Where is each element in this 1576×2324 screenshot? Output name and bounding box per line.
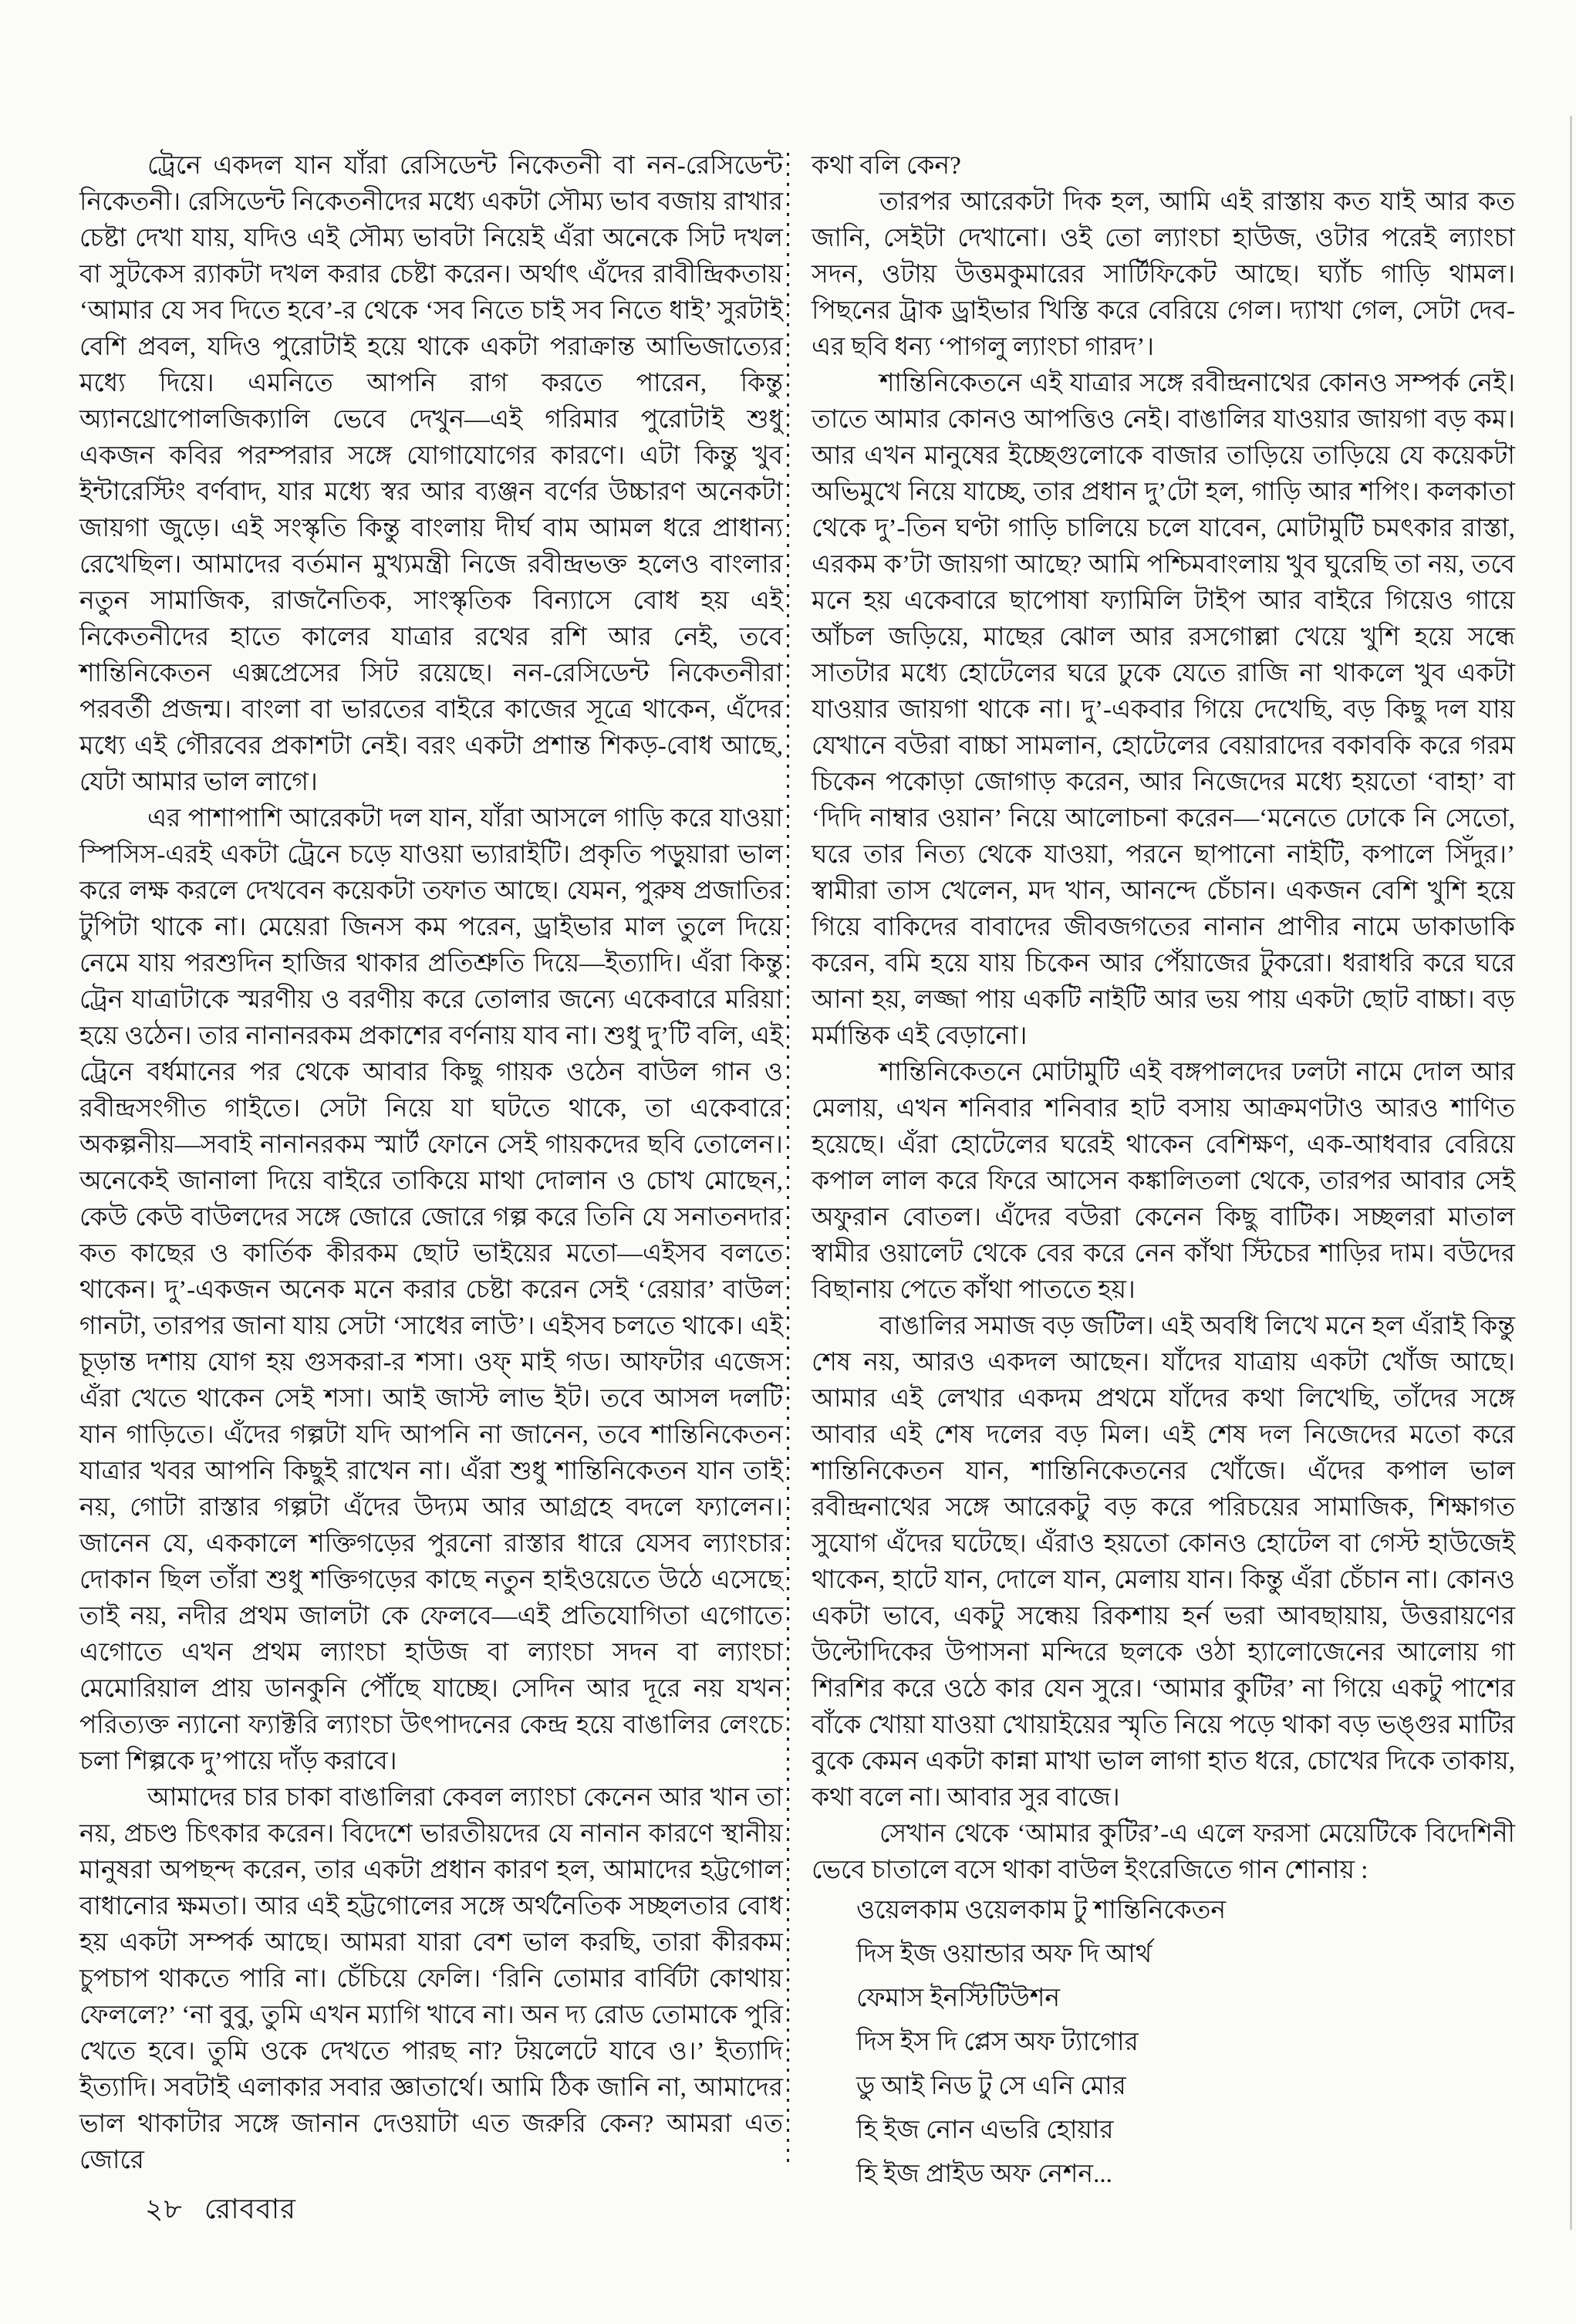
song-line: দিস ইজ ওয়ান্ডার অফ দি আর্থ bbox=[856, 1941, 1152, 1968]
article-paragraph: শান্তিনিকেতনে এই যাত্রার সঙ্গে রবীন্দ্রনাথের কোনও সম্পর্ক নেই। তাতে আমার কোনও আপত্তিও নেই। বাঙালির যাওয়ার জায়গা বড় কম। আর এখন মানুষের ইচ্ছেগুলোকে বাজার তাড়িয়ে তাড়িয়ে যে কয়েকটা অভিমুখে নিয়ে যাচ্ছে, তার প্রধান দু’টো হল, গাড়ি আর শপিং। কলকাতা থেকে দু’-তিন ঘণ্টা গাড়ি চালিয়ে চলে যাবেন, মোটামুটি চমৎকার রাস্তা, এরকম ক’টা জায়গা আছে? আমি পশ্চিমবাংলায় খুব ঘুরেছি তা নয়, তবে মনে হয় একেবারে ছাপোষা ফ্যামিলি টাইপ আর বাইরে গিয়েও গায়ে আঁচল জড়িয়ে, মাছের ঝোল আর রসগোল্লা খেয়ে খুশি হয়ে সন্ধে সাতটার মধ্যে হোটেলের ঘরে ঢুকে যেতে রাজি না থাকলে খুব একটা যাওয়ার জায়গা থাকে না। দু’-একবার গিয়ে দেখেছি, বড় কিছু দল যায় যেখানে বউরা বাচ্চা সামলান, হোটেলের বেয়ারাদের বকাবকি করে গরম চিকেন পকোড়া জোগাড় করেন, আর নিজেদের মধ্যে হয়তো ‘বাহা’ বা ‘দিদি নাম্বার ওয়ান’ নিয়ে আলোচনা করেন—‘মনেতে ঢোকে নি সেতো, ঘরে তার নিত্য থেকে যাওয়া, পরনে ছাপানো নাইটি, কপালে সিঁদুর।’ স্বামীরা তাস খেলেন, মদ খান, আনন্দে চেঁচান। একজন বেশি খুশি হয়ে গিয়ে বাকিদের বাবাদের জীবজগতের নানান প্রাণীর নামে ডাকাডাকি করেন, বমি হয়ে যায় চিকেন আর পেঁয়াজের টুকরো। ধরাধরি করে ঘরে আনা হয়, লজ্জা পায় একটি নাইটি আর ভয় পায় একটা ছোট বাচ্চা। বড় মর্মান্তিক এই বেড়ানো। bbox=[812, 370, 1515, 1050]
song-line: ডু আই নিড টু সে এনি মোর bbox=[856, 2072, 1126, 2100]
article-paragraph: এর পাশাপাশি আরেকটা দল যান, যাঁরা আসলে গাড়ি করে যাওয়া স্পিসিস-এরই একটা ট্রেনে চড়ে যাওয়া ভ্যারাইটি। প্রকৃতি পড়ুয়ারা ভাল করে লক্ষ করলে দেখবেন কয়েকটা তফাত আছে। যেমন, পুরুষ প্রজাতির টুপিটা থাকে না। মেয়েরা জিনস কম পরেন, ড্রাইভার মাল তুলে দিয়ে নেমে যায় পরশুদিন হাজির থাকার প্রতিশ্রুতি দিয়ে—ইত্যাদি। এঁরা কিন্তু ট্রেন যাত্রাটাকে স্মরণীয় ও বরণীয় করে তোলার জন্যে একেবারে মরিয়া হয়ে ওঠেন। তার নানানরকম প্রকাশের বর্ণনায় যাব না। শুধু দু’টি বলি, এই ট্রেনে বর্ধমানের পর থেকে আবার কিছু গায়ক ওঠেন বাউল গান ও রবীন্দ্রসংগীত গাইতে। সেটা নিয়ে যা ঘটতে থাকে, তা একেবারে অকল্পনীয়—সবাই নানানরকম স্মার্ট ফোনে সেই গায়কদের ছবি তোলেন। অনেকেই জানালা দিয়ে বাইরে তাকিয়ে মাথা দোলান ও চোখ মোছেন, কেউ কেউ বাউলদের সঙ্গে জোরে জোরে গল্প করে তিনি যে সনাতনদার কত কাছের ও কার্তিক কীরকম ছোট ভাইয়ের মতো—এইসব বলতে থাকেন। দু’-একজন অনেক মনে করার চেষ্টা করেন সেই ‘রেয়ার’ বাউল গানটা, তারপর জানা যায় সেটা ‘সাধের লাউ’। এইসব চলতে থাকে। এই চূড়ান্ত দশায় যোগ হয় গুসকরা-র শসা। ওফ্ মাই গড। আফটার এজেস এঁরা খেতে থাকেন সেই শসা। আই জাস্ট লাভ ইট। তবে আসল দলটি যান গাড়িতে। এঁদের গল্পটা যদি আপনি না জানেন, তবে শান্তিনিকেতন যাত্রার খবর আপনি কিছুই রাখেন না। এঁরা শুধু শান্তিনিকেতন যান তাই নয়, গোটা রাস্তার গল্পটা এঁদের উদ্যম আর আগ্রহে বদলে ফ্যালেন। জানেন যে, এককালে শক্তিগড়ের পুরনো রাস্তার ধারে যেসব ল্যাংচার দোকান ছিল তাঁরা শুধু শক্তিগড়ের কাছে নতুন হাইওয়েতে উঠে এসেছে তাই নয়, নদীর প্রথম জালটা কে ফেলবে—এই প্রতিযোগিতা এগোতে এগোতে এখন প্রথম ল্যাংচা হাউজ বা ল্যাংচা সদন বা ল্যাংচা মেমোরিয়াল প্রায় ডানকুনি পৌঁছে যাচ্ছে। সেদিন আর দূরে নয় যখন পরিত্যক্ত ন্যানো ফ্যাক্টরি ল্যাংচা উৎপাদনের কেন্দ্র হয়ে বাঙালির লেংচে চলা শিল্পকে দু’পায়ে দাঁড় করাবে। bbox=[79, 805, 784, 1775]
article-paragraph: শান্তিনিকেতনে মোটামুটি এই বঙ্গপালদের ঢলটা নামে দোল আর মেলায়, এখন শনিবার শনিবার হাট বসায় আক্রমণটাও আরও শাণিত হয়েছে। এঁরা হোটেলের ঘরেই থাকেন বেশিক্ষণ, এক-আধবার বেরিয়ে কপাল লাল করে ফিরে আসেন কঙ্কালিতলা থেকে, তারপর আবার সেই অফুরান বোতল। এঁদের বউরা কেনেন কিছু বাটিক। সচ্ছলরা মাতাল স্বামীর ওয়ালেট থেকে বের করে নেন কাঁথা স্টিচের শাড়ির দাম। বউদের বিছানায় পেতে কাঁথা পাততে হয়। bbox=[812, 1059, 1515, 1304]
scan-edge-artifact bbox=[1570, 116, 1572, 2230]
song-line: হি ইজ প্রাইড অফ নেশন... bbox=[856, 2160, 1112, 2188]
article-paragraph-continuation: কথা বলি কেন? bbox=[812, 152, 961, 180]
article-paragraph: সেখান থেকে ‘আমার কুটির’-এ এলে ফরসা মেয়েটিকে বিদেশিনী ভেবে চাতালে বসে থাকা বাউল ইংরেজিতে গান শোনায় : bbox=[812, 1820, 1515, 1884]
page-footer bbox=[145, 2188, 296, 2234]
song-line: ফেমাস ইনস্টিটিউশন bbox=[856, 1985, 1061, 2012]
song-line: দিস ইস দি প্লেস অফ ট্যাগোর bbox=[856, 2028, 1139, 2056]
article-paragraph: তারপর আরেকটা দিক হল, আমি এই রাস্তায় কত যাই আর কত জানি, সেইটা দেখানো। ওই তো ল্যাংচা হাউজ, ওটার পরেই ল্যাংচা সদন, ওটায় উত্তমকুমারের সার্টিফিকেট আছে। ঘ্যাঁচ গাড়ি থামল। পিছনের ট্রাক ড্রাইভার খিস্তি করে বেরিয়ে গেল। দ্যাখা গেল, সেটা দেব-এর ছবি ধন্য ‘পাগলু ল্যাংচা গারদ’। bbox=[812, 188, 1515, 361]
article-paragraph: বাঙালির সমাজ বড় জটিল। এই অবধি লিখে মনে হল এঁরাই কিন্তু শেষ নয়, আরও একদল আছেন। যাঁদের যাত্রায় একটা খোঁজ আছে। আমার এই লেখার একদম প্রথমে যাঁদের কথা লিখেছি, তাঁদের সঙ্গে আবার এই শেষ দলের বড় মিল। এই শেষ দল নিজেদের মতো করে শান্তিনিকেতন যান, শান্তিনিকেতনের খোঁজে। এঁদের কপাল ভাল রবীন্দ্রনাথের সঙ্গে আরেকটু বড় করে পরিচয়ের সামাজিক, শিক্ষাগত সুযোগ এঁদের ঘটেছে। এঁরাও হয়তো কোনও হোটেল বা গেস্ট হাউজেই থাকেন, হাটে যান, দোলে যান, মেলায় যান। কিন্তু এঁরা চেঁচান না। কোনও একটা ভাবে, একটু সন্ধেয় রিকশায় হর্ন ভরা আবছায়ায়, উত্তরায়ণের উল্টোদিকের উপাসনা মন্দিরে ছলকে ওঠা হ্যালোজেনের আলোয় গা শিরশির করে ওঠে কার যেন সুরে। ‘আমার কুটির’ না গিয়ে একটু পাশের বাঁকে খোয়া যাওয়া খোয়াইয়ের স্মৃতি নিয়ে পড়ে থাকা বড় ভঙ্গুর মাটির বুকে কেমন একটা কান্না মাখা ভাল লাগা হাত ধরে, চোখের দিকে তাকায়, কথা বলে না। আবার সুর বাজে। bbox=[812, 1312, 1515, 1812]
left-column bbox=[79, 148, 783, 2179]
page-number: ২৮ bbox=[145, 2194, 183, 2224]
baul-song-verse bbox=[812, 1889, 1515, 2197]
right-column bbox=[812, 148, 1515, 2197]
article-paragraph: ট্রেনে একদল যান যাঁরা রেসিডেন্ট নিকেতনী বা নন-রেসিডেন্ট নিকেতনী। রেসিডেন্ট নিকেতনীদের মধ্যে একটা সৌম্য ভাব বজায় রাখার চেষ্টা দেখা যায়, যদিও এই সৌম্য ভাবটা নিয়েই এঁরা অনেকে সিট দখল বা সুটকেস র‍্যাকটা দখল করার চেষ্টা করেন। অর্থাৎ এঁদের রাবীন্দ্রিকতায় ‘আমার যে সব দিতে হবে’-র থেকে ‘সব নিতে চাই সব নিতে ধাই’ সুরটাই বেশি প্রবল, যদিও পুরোটাই হয়ে থাকে একটা পরাক্রান্ত আভিজাত্যের মধ্যে দিয়ে। এমনিতে আপনি রাগ করতে পারেন, কিন্তু অ্যানথ্রোপোলজিক্যালি ভেবে দেখুন—এই গরিমার পুরোটাই শুধু একজন কবির পরম্পরার সঙ্গে যোগাযোগের কারণে। এটা কিন্তু খুব ইন্টারেস্টিং বর্ণবাদ, যার মধ্যে স্বর আর ব্যঞ্জন বর্ণের উচ্চারণ অনেকটা জায়গা জুড়ে। এই সংস্কৃতি কিন্তু বাংলায় দীর্ঘ বাম আমল ধরে প্রাধান্য রেখেছিল। আমাদের বর্তমান মুখ্যমন্ত্রী নিজে রবীন্দ্রভক্ত হলেও বাংলার নতুন সামাজিক, রাজনৈতিক, সাংস্কৃতিক বিন্যাসে বোধ হয় এই নিকেতনীদের হাতে কালের যাত্রার রথের রশি আর নেই, তবে শান্তিনিকেতন এক্সপ্রেসের সিট রয়েছে। নন-রেসিডেন্ট নিকেতনীরা পরবর্তী প্রজন্ম। বাংলা বা ভারতের বাইরে কাজের সূত্রে থাকেন, এঁদের মধ্যে এই গৌরবের প্রকাশটা নেই। বরং একটা প্রশান্ত শিকড়-বোধ আছে, যেটা আমার ভাল লাগে। bbox=[79, 152, 783, 796]
song-line: ওয়েলকাম ওয়েলকাম টু শান্তিনিকেতন bbox=[856, 1897, 1227, 1924]
song-line: হি ইজ নোন এভরি হোয়ার bbox=[856, 2116, 1114, 2144]
magazine-title: রোববার bbox=[204, 2194, 296, 2224]
column-divider-dotted bbox=[787, 153, 789, 2167]
article-paragraph: আমাদের চার চাকা বাঙালিরা কেবল ল্যাংচা কেনেন আর খান তা নয়, প্রচণ্ড চিৎকার করেন। বিদেশে ভারতীয়দের যে নানান কারণে স্থানীয় মানুষরা অপছন্দ করেন, তার একটা প্রধান কারণ হল, আমাদের হট্টগোল বাধানোর ক্ষমতা। আর এই হট্টগোলের সঙ্গে অর্থনৈতিক সচ্ছলতার বোধ হয় একটা সম্পর্ক আছে। আমরা যারা বেশ ভাল করছি, তারা কীরকম চুপচাপ থাকতে পারি না। চেঁচিয়ে ফেলি। ‘রিনি তোমার বার্বিটা কোথায় ফেললে?’ ‘না বুবু, তুমি এখন ম্যাগি খাবে না। অন দ্য রোড তোমাকে পুরি খেতে হবে। তুমি ওকে দেখতে পারছ না? টয়লেটে যাবে ও।’ ইত্যাদি ইত্যাদি। সবটাই এলাকার সবার জ্ঞাতার্থে। আমি ঠিক জানি না, আমাদের ভাল থাকাটার সঙ্গে জানান দেওয়াটা এত জরুরি কেন? আমরা এত জোরে bbox=[79, 1784, 783, 2174]
